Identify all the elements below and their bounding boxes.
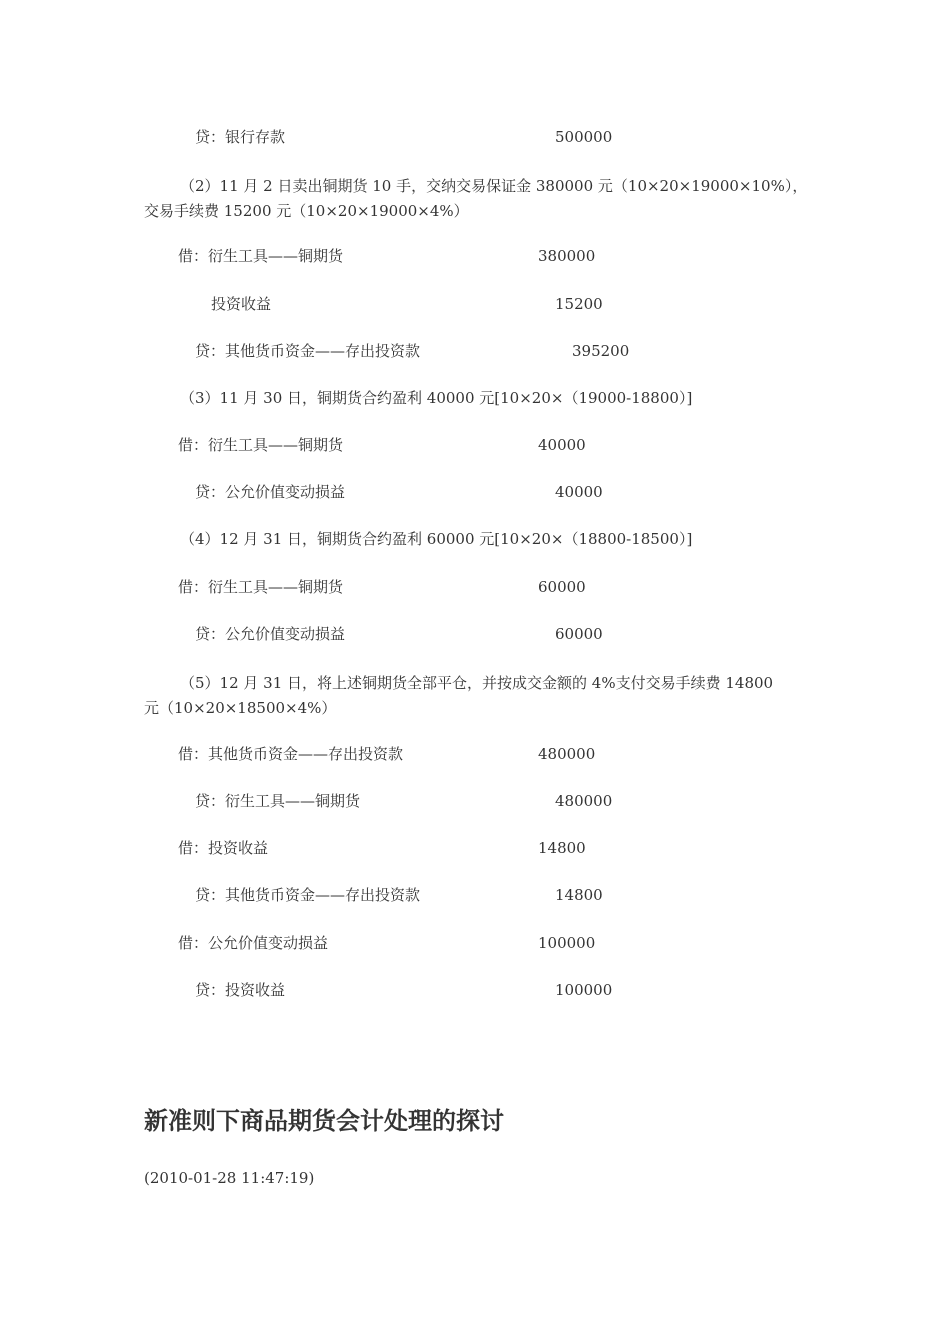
- entry-amount: 14800: [555, 886, 603, 904]
- entry-label: 借：衍生工具——铜期货: [178, 436, 344, 454]
- entry-label: 借：公允价值变动损益: [178, 934, 329, 952]
- entry-label: 投资收益: [211, 295, 272, 313]
- paragraph-item-2: [144, 174, 814, 224]
- paragraph-line: （2）11 月 2 日卖出铜期货 10 手，交纳交易保证金 380000 元（10×20×19000×10%），: [180, 177, 808, 195]
- entry-label: 贷：衍生工具——铜期货: [195, 792, 361, 810]
- entry-amount: 500000: [555, 128, 613, 146]
- entry-label: 贷：银行存款: [195, 128, 286, 146]
- entry-amount: 100000: [555, 981, 613, 999]
- entry-label: 借：投资收益: [178, 839, 269, 857]
- paragraph-item-4: （4）12 月 31 日，铜期货合约盈利 60000 元[10×20×（18800-18500）]: [180, 530, 693, 548]
- entry-label: 贷：其他货币资金——存出投资款: [195, 342, 421, 360]
- entry-amount: 14800: [538, 839, 586, 857]
- paragraph-line: （5）12 月 31 日，将上述铜期货全部平仓，并按成交金额的 4%支付交易手续费 14800: [180, 674, 774, 692]
- entry-amount: 480000: [555, 792, 613, 810]
- entry-amount: 480000: [538, 745, 596, 763]
- entry-label: 贷：投资收益: [195, 981, 286, 999]
- entry-amount: 60000: [538, 578, 586, 596]
- entry-label: 借：衍生工具——铜期货: [178, 247, 344, 265]
- entry-label: 贷：其他货币资金——存出投资款: [195, 886, 421, 904]
- entry-label: 贷：公允价值变动损益: [195, 483, 346, 501]
- paragraph-item-5: [144, 671, 814, 721]
- entry-label: 借：衍生工具——铜期货: [178, 578, 344, 596]
- entry-amount: 100000: [538, 934, 596, 952]
- entry-amount: 380000: [538, 247, 596, 265]
- paragraph-item-3: （3）11 月 30 日，铜期货合约盈利 40000 元[10×20×（19000-18800）]: [180, 389, 693, 407]
- entry-amount: 40000: [555, 483, 603, 501]
- entry-amount: 395200: [572, 342, 630, 360]
- entry-amount: 15200: [555, 295, 603, 313]
- article-date: (2010-01-28 11:47:19): [144, 1169, 315, 1187]
- entry-amount: 40000: [538, 436, 586, 454]
- entry-label: 借：其他货币资金——存出投资款: [178, 745, 404, 763]
- paragraph-line: 元（10×20×18500×4%）: [144, 699, 337, 717]
- paragraph-line: 交易手续费 15200 元（10×20×19000×4%）: [144, 202, 469, 220]
- entry-label: 贷：公允价值变动损益: [195, 625, 346, 643]
- article-title: 新准则下商品期货会计处理的探讨: [144, 1107, 504, 1135]
- entry-amount: 60000: [555, 625, 603, 643]
